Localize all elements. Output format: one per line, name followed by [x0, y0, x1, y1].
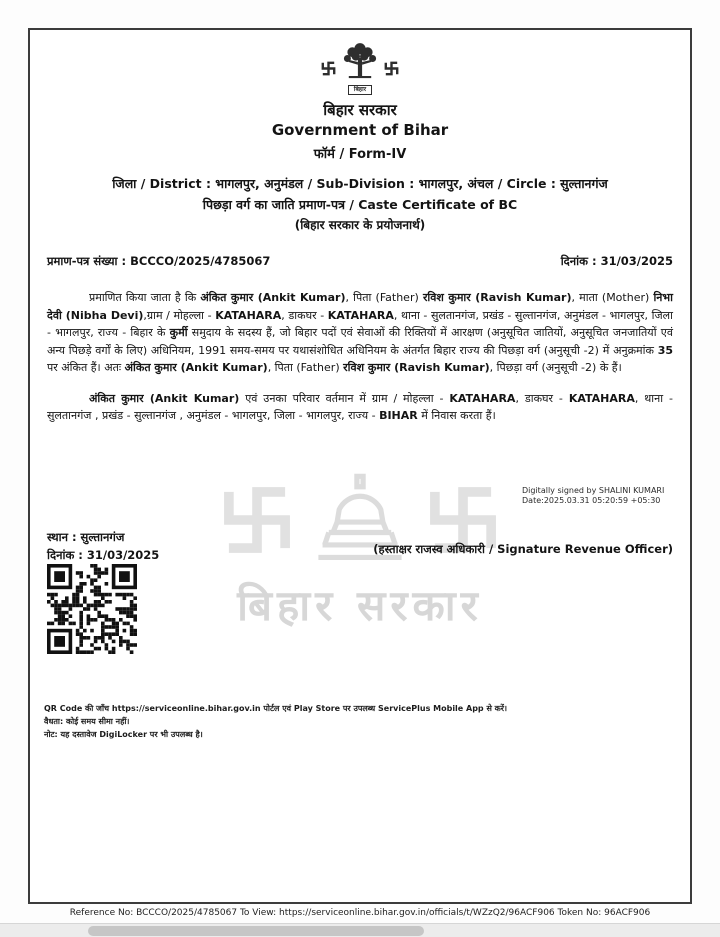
certificate-title: पिछड़ा वर्ग का जाति प्रमाण-पत्र / Caste Certificate of BC: [202, 197, 518, 212]
digital-signature-date: Date:2025.03.31 05:20:59 +05:30: [522, 496, 661, 505]
bihar-emblem: [30, 40, 690, 95]
qr-code: [47, 564, 137, 654]
scrollbar-thumb[interactable]: [88, 926, 424, 936]
district-line: जिला / District : भागलपुर, अनुमंडल / Sub-Division : भागलपुर, अंचल / Circle : सुल्तानगंज: [112, 176, 608, 191]
form-line: फॉर्म / Form-IV: [313, 147, 407, 162]
certificate-number: प्रमाण-पत्र संख्या : BCCCO/2025/4785067: [47, 254, 271, 268]
bodhi-tree-icon: [339, 40, 381, 84]
digital-signature: [522, 486, 690, 506]
footnote-validity: वैधता: कोई समय सीमा नहीं।: [44, 717, 130, 726]
certificate-sheet: [28, 28, 692, 904]
place-line: स्थान : सुल्तानगंज: [47, 530, 125, 544]
swastika-icon: [220, 483, 294, 557]
title-hindi: बिहार सरकार: [323, 101, 397, 119]
horizontal-scrollbar[interactable]: [0, 923, 720, 937]
place-date-block: [47, 528, 159, 564]
title-english: Government of Bihar: [271, 121, 449, 139]
body-paragraph-2: अंकित कुमार (Ankit Kumar) एवं उनका परिवार वर्तमान में ग्राम / मोहल्ला - KATAHARA, डाकघर - KATAHARA, थाना - सुलतानगंज , प्रखंड - सुल्तानगंज , अनुमंडल - भागलपुर, जिला - भागलपुर, राज्य - BIHAR में निवास करता हैं।: [47, 391, 673, 422]
swastika-icon: [384, 61, 399, 76]
body-paragraph-1: प्रमाणित किया जाता है कि अंकित कुमार (Ankit Kumar), पिता (Father) रविश कुमार (Ravish Kumar), माता (Mother) निभा देवी (Nibha Devi),ग्राम / मोहल्ला - KATAHARA, डाकघर - KATAHARA, थाना - सुलतानगंज, प्रखंड - सुल्तानगंज, अनुमंडल - भागलपुर, जिला - भागलपुर, राज्य - बिहार के कुर्मी समुदाय के सदस्य हैं, जो बिहार पदों एवं सेवाओं की रिक्तियों में आरक्षण (अनुसूचित जातियों, अनुसूचित जनजातियों एवं अन्य पिछड़े वर्गों के लिए) अधिनियम, 1991 समय-समय पर यथासंशोधित अधिनियम के अंतर्गत बिहार राज्य की पिछड़ा वर्ग (अनुसूची -2) में अनुक्रमांक 35 पर अंकित हैं। अतः अंकित कुमार (Ankit Kumar), पिता (Father) रविश कुमार (Ravish Kumar), पिछड़ा वर्ग (अनुसूची -2) के हैं।: [47, 291, 673, 374]
date-line: दिनांक : 31/03/2025: [47, 548, 160, 562]
certificate-date: दिनांक : 31/03/2025: [560, 254, 673, 268]
footnote-qr-check: QR Code की जाँच https://serviceonline.bihar.gov.in पोर्टल एवं Play Store पर उपलब्ध ServicePlus Mobile App से करें।: [44, 704, 508, 713]
footnote-digilocker: नोट: यह दस्तावेज DigiLocker पर भी उपलब्ध है।: [44, 730, 203, 739]
signature-officer-line: (हस्ताक्षर राजस्व अधिकारी / Signature Revenue Officer): [373, 542, 673, 556]
watermark-text: बिहार सरकार: [237, 581, 483, 630]
footer-reference: Reference No: BCCCO/2025/4785067 To View: https://serviceonline.bihar.gov.in/officials/t/WZzQ2/96ACF906 Token No: 96ACF906: [69, 908, 651, 918]
footnotes: [44, 702, 676, 741]
swastika-icon: [321, 61, 336, 76]
digital-signature-name: Digitally signed by SHALINI KUMARI: [522, 486, 665, 495]
emblem-plaque: बिहार: [348, 85, 372, 95]
purpose-line: (बिहार सरकार के प्रयोजनार्थ): [294, 218, 426, 232]
meta-row: [30, 254, 690, 269]
